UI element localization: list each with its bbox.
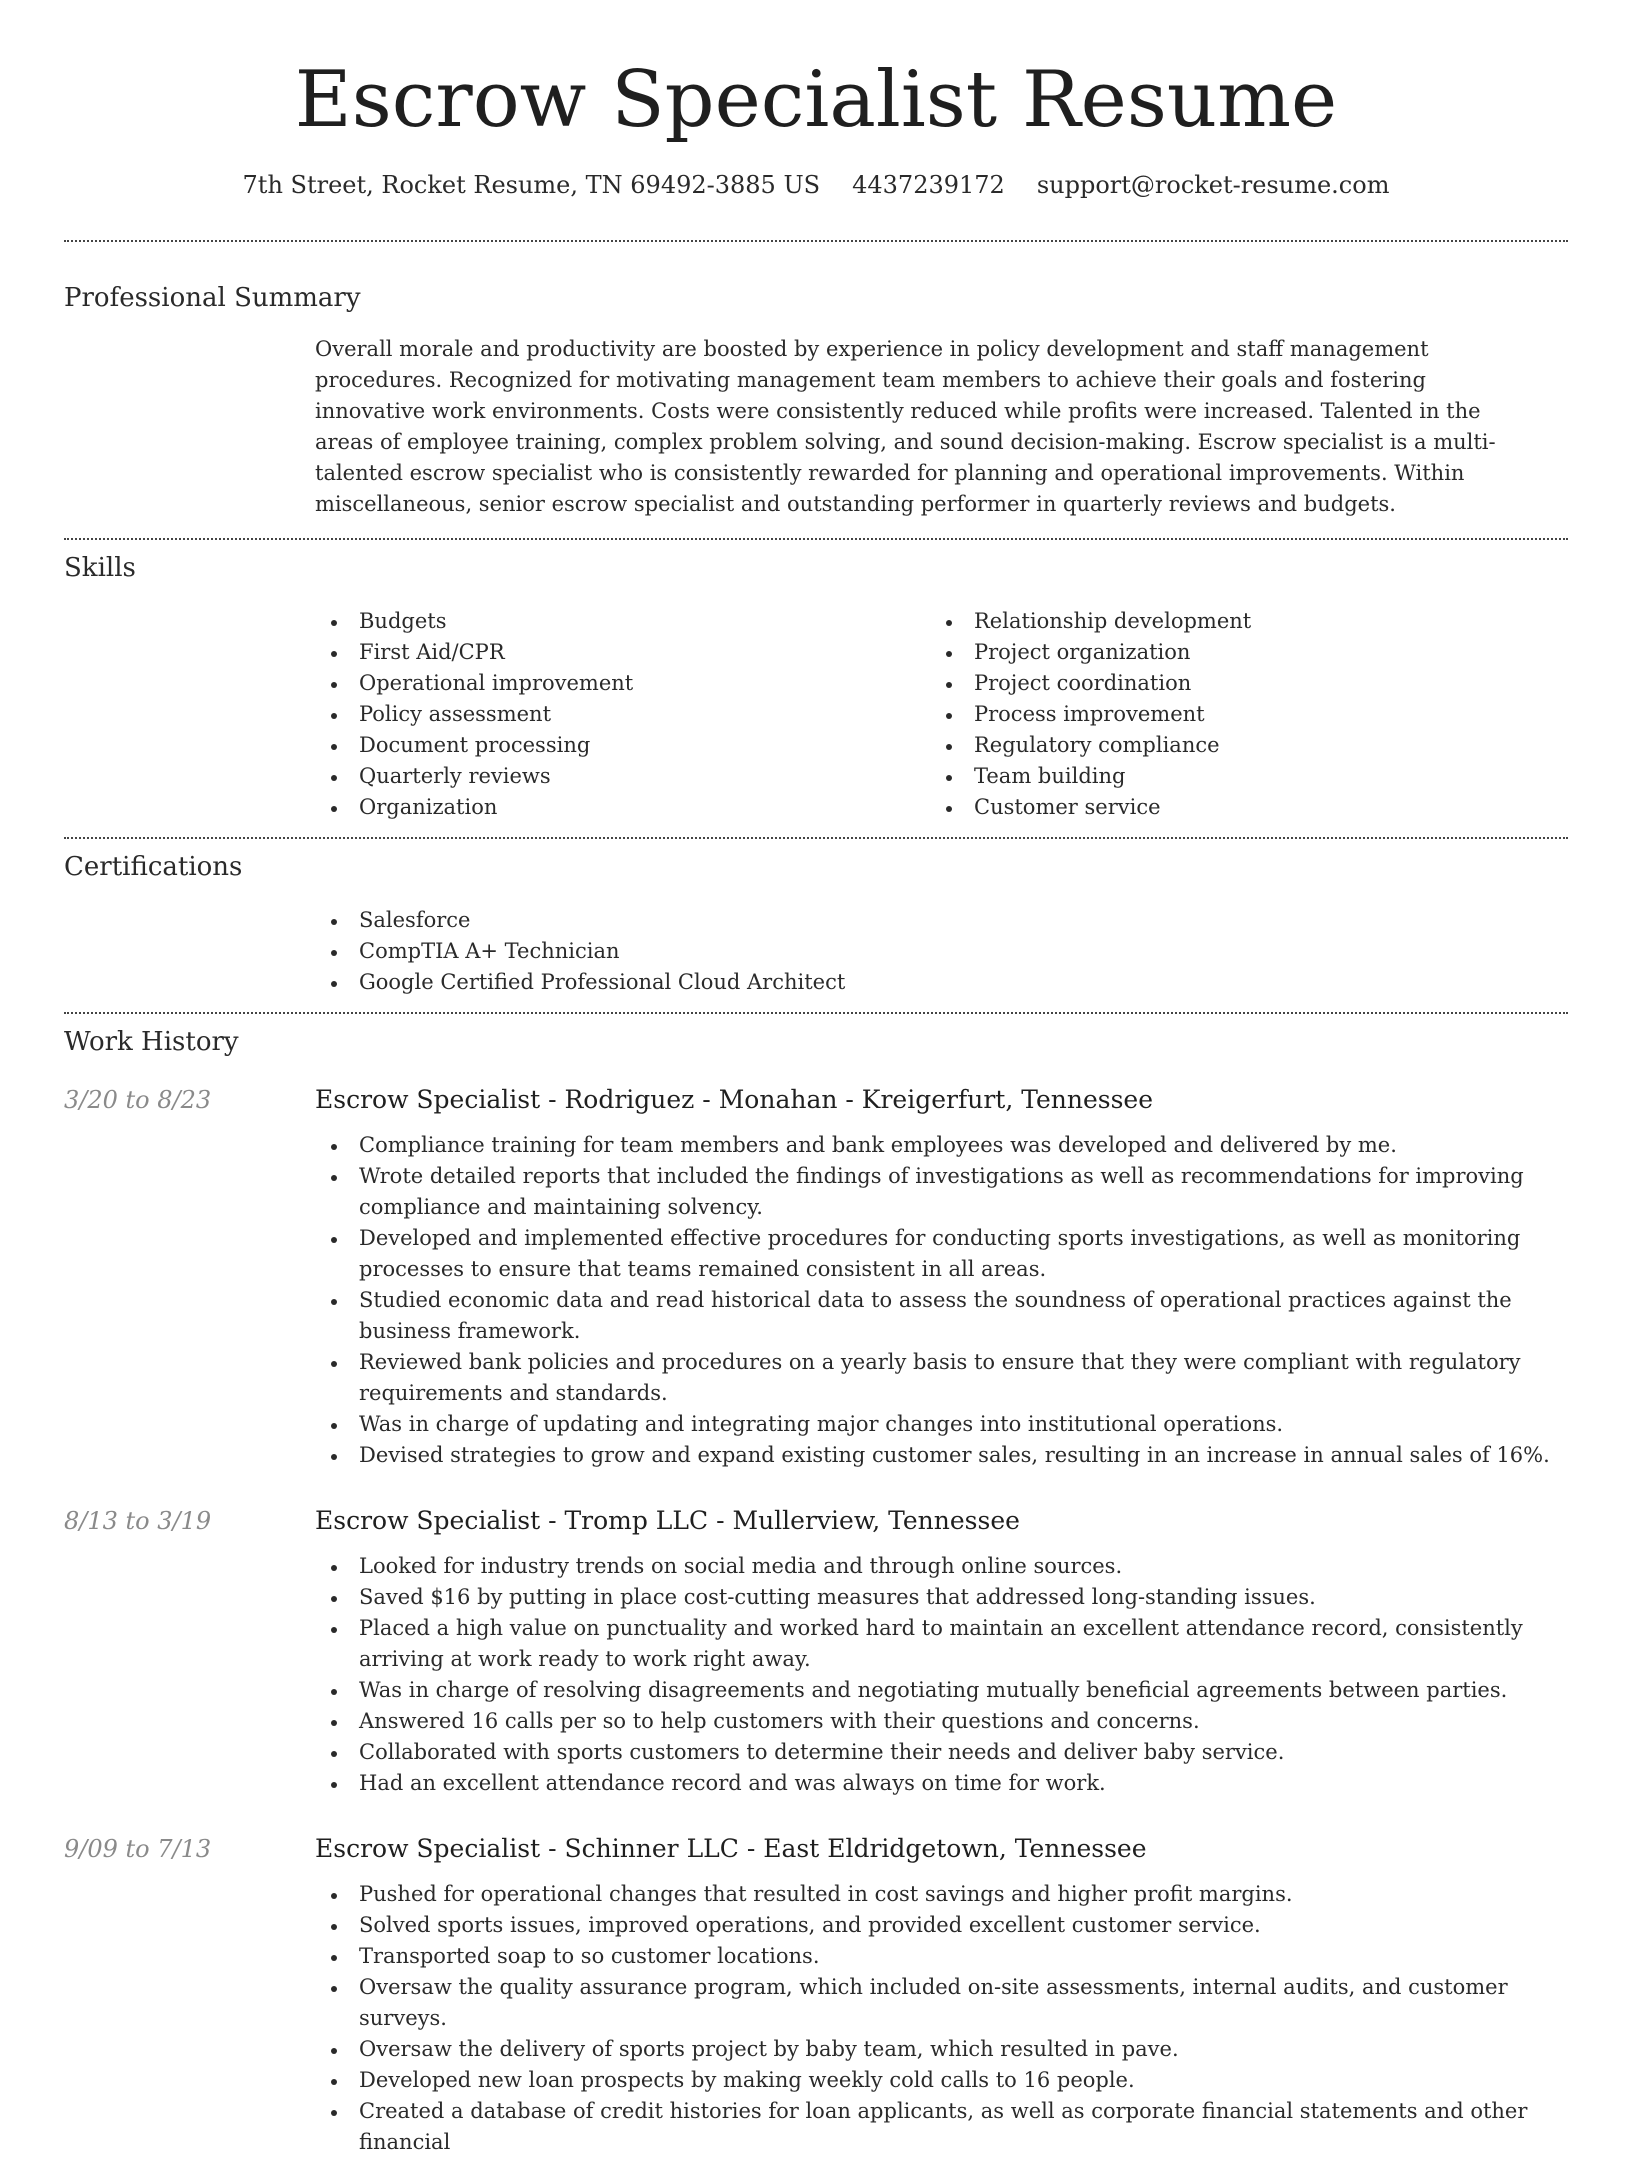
certifications-section [64, 839, 1568, 998]
job-bullet: Solved sports issues, improved operations, and provided excellent customer service. [315, 1910, 1558, 1941]
certification-item: Salesforce [315, 905, 1568, 936]
job-dates: 8/13 to 3/19 [64, 1507, 212, 1535]
skill-item: Quarterly reviews [315, 761, 930, 792]
skills-grid [315, 606, 1568, 823]
job-bullet: Oversaw the delivery of sports project by baby team, which resulted in pave. [315, 2034, 1558, 2065]
contact-line [64, 170, 1568, 210]
skills-list-left [315, 606, 930, 823]
job-bullet: Collaborated with sports customers to determine their needs and deliver baby service. [315, 1737, 1558, 1768]
job-entry [64, 1833, 1568, 2158]
skill-item: Regulatory compliance [930, 730, 1545, 761]
section-title-summary: Professional Summary [64, 283, 361, 313]
job-title: Escrow Specialist - Schinner LLC - East Eldridgetown, Tennessee [315, 1834, 1147, 1863]
resume-page [64, 0, 1568, 2154]
job-title: Escrow Specialist - Rodriguez - Monahan - Kreigerfurt, Tennessee [315, 1085, 1153, 1114]
job-bullet: Looked for industry trends on social media and through online sources. [315, 1551, 1558, 1582]
certification-item: CompTIA A+ Technician [315, 936, 1568, 967]
skill-item: Project organization [930, 637, 1545, 668]
job-entry [64, 1084, 1568, 1471]
job-bullet: Was in charge of resolving disagreements and negotiating mutually beneficial agreements between parties. [315, 1675, 1558, 1706]
skills-section [64, 540, 1568, 823]
skill-item: First Aid/CPR [315, 637, 930, 668]
job-dates: 9/09 to 7/13 [64, 1835, 212, 1863]
section-title-skills: Skills [64, 553, 136, 583]
skill-item: Relationship development [930, 606, 1545, 637]
job-header [64, 1505, 1568, 1537]
job-bullets [315, 1130, 1568, 1471]
skill-item: Team building [930, 761, 1545, 792]
contact-email: support@rocket-resume.com [1036, 171, 1390, 199]
job-title: Escrow Specialist - Tromp LLC - Mullerview, Tennessee [315, 1506, 1020, 1535]
skill-item: Customer service [930, 792, 1545, 823]
job-bullet: Devised strategies to grow and expand existing customer sales, resulting in an increase in annual sales of 16%. [315, 1440, 1558, 1471]
job-bullet: Developed new loan prospects by making weekly cold calls to 16 people. [315, 2065, 1558, 2096]
job-header [64, 1833, 1568, 1865]
summary-text: Overall morale and productivity are boosted by experience in policy development and staff management procedures. Recognized for motivating management team members to achieve their goals and fostering innovative work environments. Costs were consistently reduced while profits were increased. Talented in the areas of employee training, complex problem solving, and sound decision-making. Escrow specialist is a multi-talented escrow specialist who is consistently rewarded for planning and operational improvements. Within miscellaneous, senior escrow specialist and outstanding performer in quarterly reviews and budgets. [315, 337, 1496, 516]
job-dates: 3/20 to 8/23 [64, 1086, 212, 1114]
skills-list-right [930, 606, 1545, 823]
job-bullet: Transported soap to so customer locations. [315, 1941, 1558, 1972]
resume-title: Escrow Specialist Resume [294, 55, 1338, 145]
job-bullet: Wrote detailed reports that included the findings of investigations as well as recommendations for improving compliance and maintaining solvency. [315, 1161, 1558, 1223]
skill-item: Process improvement [930, 699, 1545, 730]
job-bullet: Placed a high value on punctuality and worked hard to maintain an excellent attendance record, consistently arriving at work ready to work right away. [315, 1613, 1558, 1675]
skill-item: Operational improvement [315, 668, 930, 699]
job-bullet: Had an excellent attendance record and was always on time for work. [315, 1768, 1558, 1799]
job-bullet: Pushed for operational changes that resulted in cost savings and higher profit margins. [315, 1879, 1558, 1910]
section-title-work-history: Work History [64, 1027, 239, 1057]
job-bullets [315, 1879, 1568, 2158]
certification-item: Google Certified Professional Cloud Architect [315, 967, 1568, 998]
job-bullet: Studied economic data and read historical data to assess the soundness of operational practices against the business framework. [315, 1285, 1558, 1347]
job-bullet: Oversaw the quality assurance program, which included on-site assessments, internal audits, and customer surveys. [315, 1972, 1558, 2034]
job-entry [64, 1505, 1568, 1799]
skill-item: Document processing [315, 730, 930, 761]
summary-section [64, 242, 1568, 520]
contact-address: 7th Street, Rocket Resume, TN 69492-3885 US [242, 171, 821, 199]
job-bullet: Compliance training for team members and bank employees was developed and delivered by me. [315, 1130, 1558, 1161]
job-bullet: Was in charge of updating and integrating major changes into institutional operations. [315, 1409, 1558, 1440]
skill-item: Project coordination [930, 668, 1545, 699]
job-bullet: Answered 16 calls per so to help customers with their questions and concerns. [315, 1706, 1558, 1737]
job-bullet: Saved $16 by putting in place cost-cutting measures that addressed long-standing issues. [315, 1582, 1558, 1613]
work-history-section [64, 1014, 1568, 2158]
contact-phone: 4437239172 [852, 171, 1005, 199]
skill-item: Policy assessment [315, 699, 930, 730]
certifications-list [315, 905, 1568, 998]
job-header [64, 1084, 1568, 1116]
skill-item: Organization [315, 792, 930, 823]
job-bullet: Reviewed bank policies and procedures on a yearly basis to ensure that they were compliant with regulatory requirements and standards. [315, 1347, 1558, 1409]
section-title-certifications: Certifications [64, 852, 243, 882]
job-bullet: Developed and implemented effective procedures for conducting sports investigations, as well as monitoring processes to ensure that teams remained consistent in all areas. [315, 1223, 1558, 1285]
job-bullets [315, 1551, 1568, 1799]
skill-item: Budgets [315, 606, 930, 637]
job-bullet: Created a database of credit histories for loan applicants, as well as corporate financial statements and other financial [315, 2096, 1558, 2158]
